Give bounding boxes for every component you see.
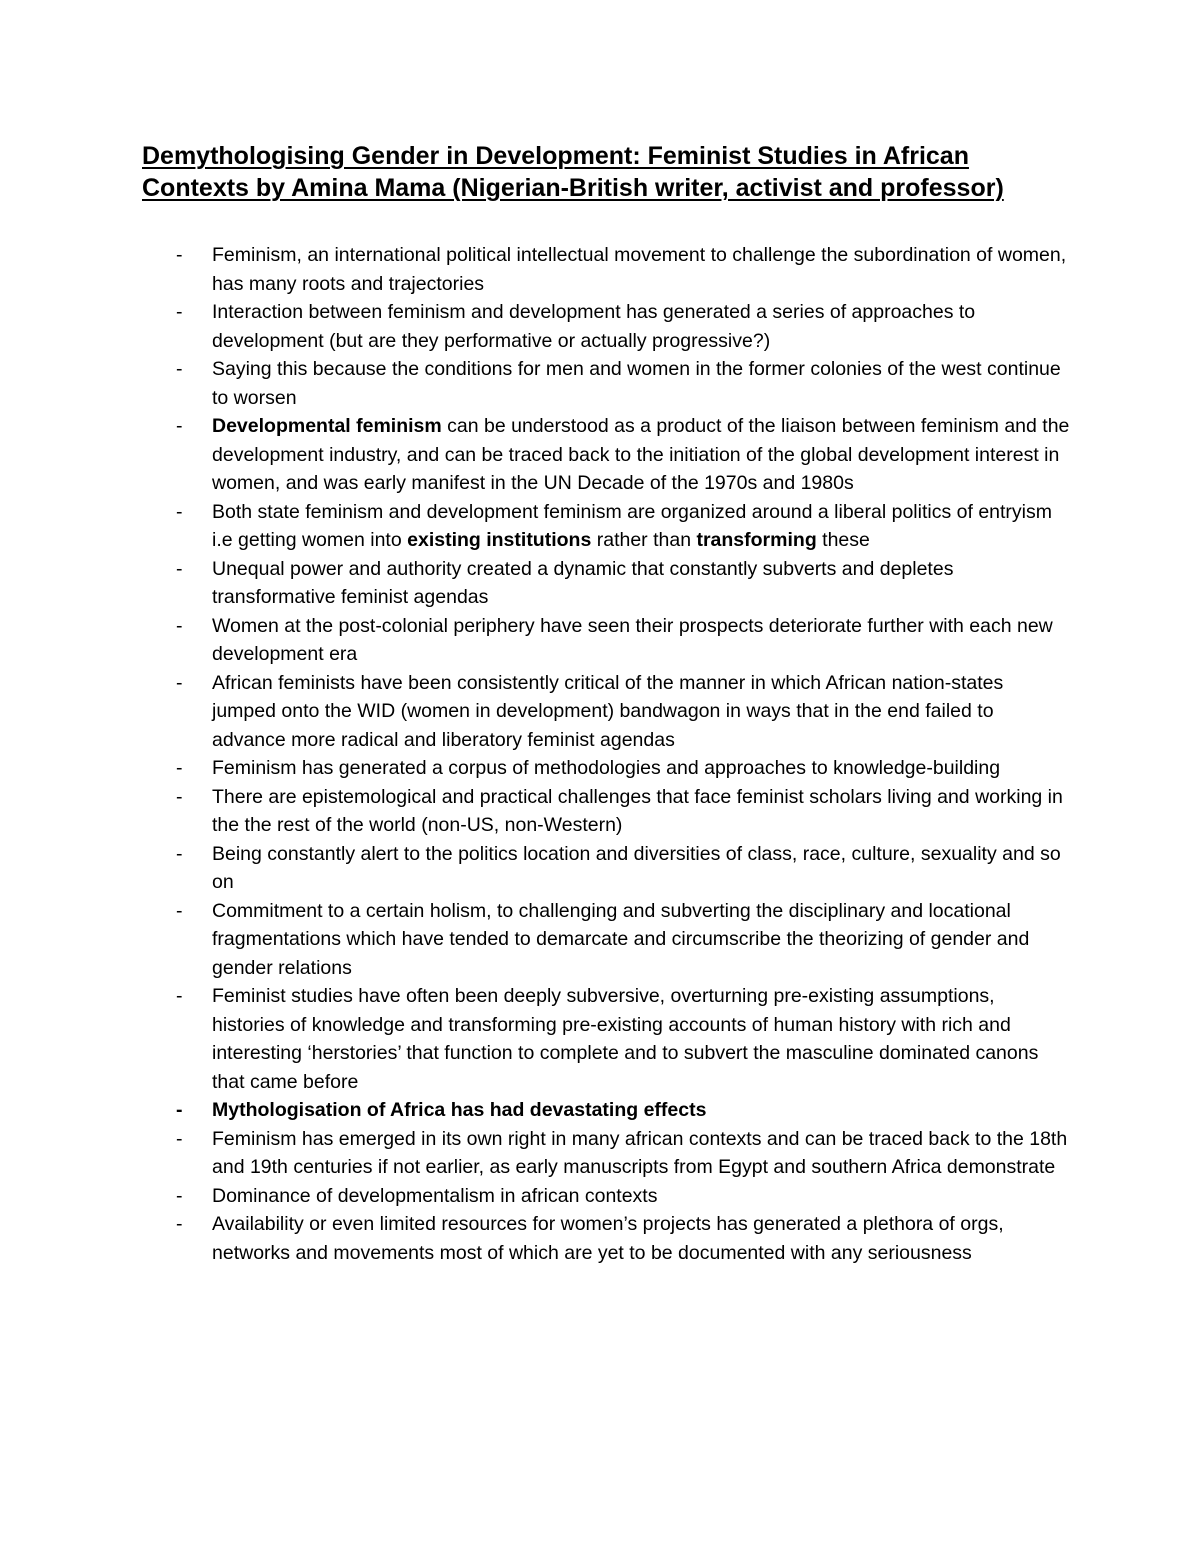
bullet-dash: - <box>176 614 183 637</box>
note-text: Both state feminism and development feminism are organized around a liberal politics of entryism i.e getting women into <box>212 500 1052 551</box>
bullet-dash: - <box>176 358 183 380</box>
bullet-dash: - <box>176 1127 183 1150</box>
note-text: Feminism, an international political intellectual movement to challenge the subordination of women, has many roots and trajectories <box>212 244 1067 295</box>
bullet-dash: - <box>176 1213 183 1235</box>
list-item <box>0 1210 1072 1267</box>
bullet-dash: - <box>176 500 183 523</box>
bullet-dash: - <box>176 244 183 266</box>
note-text: Saying this because the conditions for men and women in the former colonies of the west continue to worsen <box>212 358 1061 409</box>
note-text: Dominance of developmentalism in african contexts <box>212 1184 658 1207</box>
bullet-dash: - <box>176 757 183 779</box>
bullet-dash: - <box>176 842 183 865</box>
list-item <box>0 241 1072 298</box>
note-text: rather than <box>591 529 697 551</box>
note-text: Unequal power and authority created a dynamic that constantly subverts and depletes transformative feminist agendas <box>212 557 954 608</box>
bullet-dash: - <box>176 985 183 1007</box>
note-text: Being constantly alert to the politics location and diversities of class, race, culture, sexuality and so on <box>212 842 1061 893</box>
bullet-dash: - <box>176 1184 183 1207</box>
note-text: There are epistemological and practical challenges that face feminist scholars living and working in the the rest of the world (non-US, non-Western) <box>212 785 1063 836</box>
list-item <box>0 754 1072 783</box>
bold-text: Mythologisation of Africa has had devastating effects <box>212 1099 707 1121</box>
note-text: Commitment to a certain holism, to challenging and subverting the disciplinary and locational fragmentations which have tended to demarcate and circumscribe the theorizing of gender and gender relations <box>212 899 1030 979</box>
bullet-dash: - <box>176 301 183 323</box>
list-item <box>0 612 1072 669</box>
list-item <box>0 555 1072 612</box>
list-item <box>0 897 1072 983</box>
notes-list <box>0 241 1200 1267</box>
list-item <box>0 355 1072 412</box>
note-text: Feminism has generated a corpus of methodologies and approaches to knowledge-building <box>212 757 1001 779</box>
bullet-dash: - <box>176 899 183 922</box>
list-item <box>0 1125 1072 1182</box>
bold-text: transforming <box>696 529 817 551</box>
list-item <box>0 669 1072 755</box>
bullet-dash: - <box>176 1099 183 1121</box>
bullet-dash: - <box>176 671 183 694</box>
note-text: Availability or even limited resources for women’s projects has generated a plethora of orgs, networks and movements most of which are yet to be documented with any seriousness <box>212 1213 1004 1264</box>
note-text: Feminist studies have often been deeply subversive, overturning pre-existing assumptions, histories of knowledge and transforming pre-existing accounts of human history with rich and interesting ‘herstories’ that function to complete and to subvert the masculine dominated canons that came before <box>212 985 1039 1093</box>
bold-text: existing institutions <box>407 529 592 551</box>
bold-text: Developmental feminism <box>212 415 442 437</box>
note-text: Women at the post-colonial periphery have seen their prospects deteriorate further with each new development era <box>212 614 1053 665</box>
document-title: Demythologising Gender in Development: Feminist Studies in African Contexts by Amina Mama (Nigerian-British writer, activist and professor) <box>142 142 1004 202</box>
list-item <box>0 498 1072 555</box>
list-item <box>0 1096 1072 1125</box>
list-item <box>0 783 1072 840</box>
list-item <box>0 298 1072 355</box>
list-item <box>0 1182 1072 1211</box>
note-text: Interaction between feminism and development has generated a series of approaches to development (but are they performative or actually progressive?) <box>212 301 976 352</box>
list-item <box>0 840 1072 897</box>
bullet-dash: - <box>176 415 183 437</box>
note-text: these <box>816 529 870 551</box>
note-text: African feminists have been consistently critical of the manner in which African nation-states jumped onto the WID (women in development) bandwagon in ways that in the end failed to advance more radical and liberatory feminist agendas <box>212 671 1004 751</box>
note-text: Feminism has emerged in its own right in many african contexts and can be traced back to the 18th and 19th centuries if not earlier, as early manuscripts from Egypt and southern Africa demonstrate <box>212 1127 1068 1178</box>
list-item <box>0 982 1072 1096</box>
list-item <box>0 412 1072 498</box>
note-text: can be understood as a product of the liaison between feminism and the development industry, and can be traced back to the initiation of the global development interest in women, and was early manifest in the UN Decade of the 1970s and 1980s <box>212 415 1070 494</box>
bullet-dash: - <box>176 785 183 808</box>
bullet-dash: - <box>176 557 183 580</box>
